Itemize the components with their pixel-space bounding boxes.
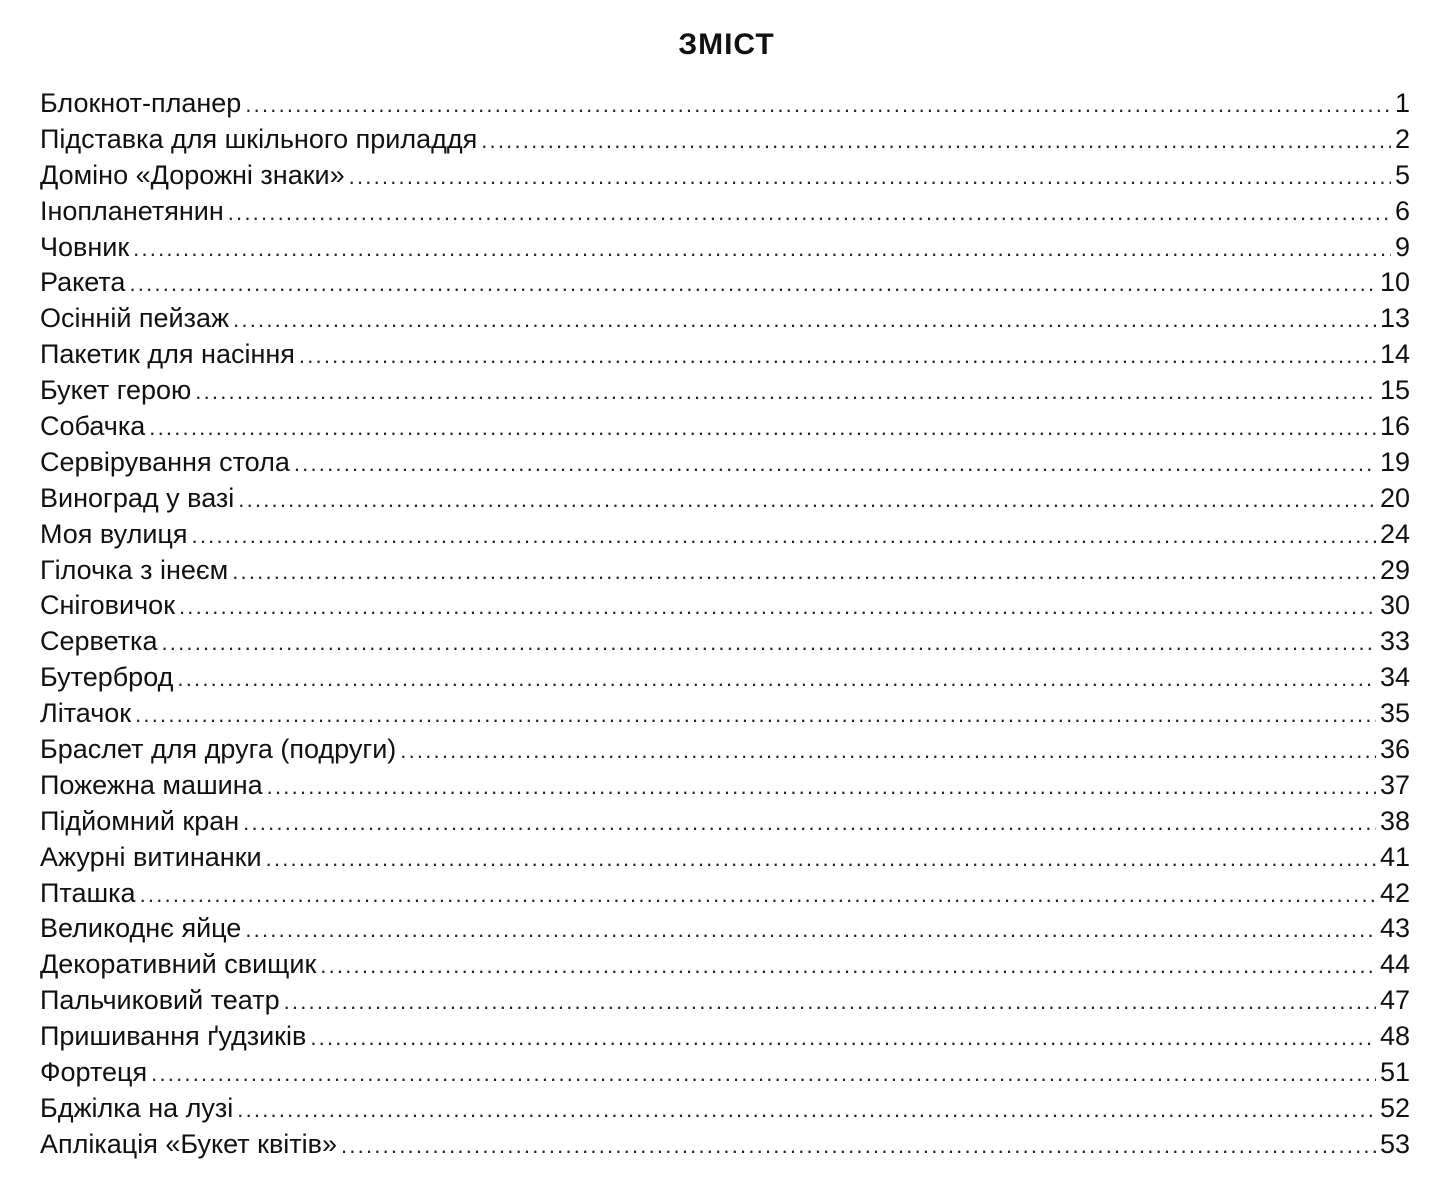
toc-entry-page: 2 bbox=[1394, 123, 1410, 154]
toc-entry-page: 41 bbox=[1379, 841, 1410, 872]
toc-entry-title: Бутерброд bbox=[40, 662, 174, 693]
dot-leader bbox=[140, 877, 1376, 913]
toc-entry-title: Серветка bbox=[40, 626, 158, 657]
toc-entry bbox=[40, 1127, 1410, 1163]
toc-entry-title: Ажурні витинанки bbox=[40, 841, 262, 872]
toc-entry-title: Пташка bbox=[40, 877, 136, 908]
toc-entry-page: 34 bbox=[1379, 662, 1410, 693]
toc-entry-page: 15 bbox=[1379, 375, 1410, 406]
toc-entry bbox=[40, 517, 1410, 553]
toc-entry-page: 5 bbox=[1394, 159, 1410, 190]
dot-leader bbox=[400, 733, 1376, 769]
toc-entry-title: Моя вулиця bbox=[40, 518, 188, 549]
toc-entry-title: Човник bbox=[40, 231, 130, 262]
toc-entry-title: Доміно «Дорожні знаки» bbox=[40, 159, 345, 190]
toc-entry-title: Пришивання ґудзиків bbox=[40, 1021, 307, 1052]
toc-entry-page: 37 bbox=[1379, 769, 1410, 800]
dot-leader bbox=[310, 1020, 1376, 1056]
toc-entry bbox=[40, 840, 1410, 876]
dot-leader bbox=[341, 1128, 1376, 1164]
toc-entry bbox=[40, 409, 1410, 445]
toc-entry bbox=[40, 481, 1410, 517]
toc-entry-title: Підйомний кран bbox=[40, 805, 240, 836]
dot-leader bbox=[243, 805, 1376, 841]
dot-leader bbox=[294, 446, 1376, 482]
dot-leader bbox=[133, 231, 1391, 267]
toc-entry bbox=[40, 301, 1410, 337]
page-title: ЗМІСТ bbox=[678, 28, 775, 61]
toc-entry-page: 38 bbox=[1379, 805, 1410, 836]
toc-entry-page: 52 bbox=[1379, 1092, 1410, 1123]
toc-entry-page: 10 bbox=[1379, 267, 1410, 298]
toc-entry-page: 44 bbox=[1379, 949, 1410, 980]
toc-entry bbox=[40, 265, 1410, 301]
dot-leader bbox=[245, 912, 1376, 948]
toc-entry-title: Браслет для друга (подруги) bbox=[40, 734, 397, 765]
dot-leader bbox=[177, 661, 1376, 697]
toc-entry-title: Сервірування стола bbox=[40, 446, 290, 477]
toc-entry-title: Блокнот-планер bbox=[40, 88, 242, 118]
toc-entry-title: Підставка для шкільного приладдя bbox=[40, 123, 478, 154]
toc-entry-page: 48 bbox=[1379, 1021, 1410, 1052]
dot-leader bbox=[195, 374, 1376, 410]
toc-entry bbox=[40, 1091, 1410, 1127]
toc-entry-title: Аплікація «Букет квітів» bbox=[40, 1128, 338, 1159]
dot-leader bbox=[238, 482, 1376, 518]
toc-entry-page: 51 bbox=[1379, 1057, 1410, 1088]
table-of-contents bbox=[40, 86, 1410, 1163]
toc-entry bbox=[40, 337, 1410, 373]
toc-entry-page: 43 bbox=[1379, 913, 1410, 944]
toc-entry-title: Осінній пейзаж bbox=[40, 303, 230, 334]
toc-entry bbox=[40, 122, 1410, 158]
toc-entry bbox=[40, 947, 1410, 983]
dot-leader bbox=[233, 302, 1376, 338]
toc-entry-page: 9 bbox=[1394, 231, 1410, 262]
toc-entry bbox=[40, 86, 1410, 122]
toc-entry bbox=[40, 983, 1410, 1019]
dot-leader bbox=[320, 948, 1376, 984]
dot-leader bbox=[481, 123, 1391, 159]
toc-entry-page: 53 bbox=[1379, 1128, 1410, 1159]
toc-entry-page: 20 bbox=[1379, 482, 1410, 513]
dot-leader bbox=[135, 697, 1376, 733]
toc-entry bbox=[40, 194, 1410, 230]
toc-entry bbox=[40, 732, 1410, 768]
toc-entry-page: 14 bbox=[1379, 339, 1410, 370]
toc-entry bbox=[40, 1019, 1410, 1055]
dot-leader bbox=[149, 410, 1376, 446]
toc-entry bbox=[40, 696, 1410, 732]
dot-leader bbox=[129, 266, 1376, 302]
toc-entry bbox=[40, 230, 1410, 266]
toc-entry-page: 19 bbox=[1379, 446, 1410, 477]
toc-entry-page: 36 bbox=[1379, 734, 1410, 765]
toc-entry-title: Бджілка на лузі bbox=[40, 1092, 234, 1123]
toc-entry-page: 13 bbox=[1379, 303, 1410, 334]
toc-entry bbox=[40, 445, 1410, 481]
dot-leader bbox=[284, 984, 1376, 1020]
toc-entry bbox=[40, 804, 1410, 840]
dot-leader bbox=[228, 195, 1391, 231]
dot-leader bbox=[161, 625, 1375, 661]
dot-leader bbox=[237, 1092, 1376, 1128]
dot-leader bbox=[151, 1056, 1376, 1092]
toc-entry-title: Сніговичок bbox=[40, 590, 175, 621]
toc-entry bbox=[40, 768, 1410, 804]
dot-leader bbox=[266, 841, 1376, 877]
toc-entry bbox=[40, 660, 1410, 696]
toc-entry-title: Пальчиковий театр bbox=[40, 985, 280, 1016]
toc-entry bbox=[40, 911, 1410, 947]
toc-entry-page: 6 bbox=[1394, 195, 1410, 226]
toc-entry-page: 24 bbox=[1379, 518, 1410, 549]
toc-entry-page: 35 bbox=[1379, 698, 1410, 729]
toc-entry bbox=[40, 553, 1410, 589]
dot-leader bbox=[232, 554, 1376, 590]
toc-entry-page: 1 bbox=[1394, 88, 1410, 118]
toc-entry-title: Пакетик для насіння bbox=[40, 339, 295, 370]
toc-entry-title: Букет герою bbox=[40, 375, 192, 406]
toc-entry bbox=[40, 588, 1410, 624]
toc-entry-title: Фортеця bbox=[40, 1057, 148, 1088]
toc-entry-title: Літачок bbox=[40, 698, 132, 729]
toc-entry-title: Інопланетянин bbox=[40, 195, 224, 226]
dot-leader bbox=[349, 159, 1391, 195]
toc-entry bbox=[40, 373, 1410, 409]
toc-entry-page: 33 bbox=[1379, 626, 1410, 657]
toc-entry-title: Ракета bbox=[40, 267, 126, 298]
toc-entry-page: 47 bbox=[1379, 985, 1410, 1016]
toc-entry bbox=[40, 624, 1410, 660]
toc-entry-page: 30 bbox=[1379, 590, 1410, 621]
dot-leader bbox=[192, 518, 1376, 554]
toc-entry-page: 42 bbox=[1379, 877, 1410, 908]
toc-entry-title: Великоднє яйце bbox=[40, 913, 242, 944]
toc-entry-page: 29 bbox=[1379, 554, 1410, 585]
dot-leader bbox=[179, 589, 1376, 625]
toc-entry-title: Декоративний свищик bbox=[40, 949, 317, 980]
toc-entry bbox=[40, 1055, 1410, 1091]
toc-entry bbox=[40, 876, 1410, 912]
toc-entry-title: Собачка bbox=[40, 411, 146, 442]
dot-leader bbox=[245, 87, 1391, 123]
toc-entry-title: Гілочка з інеєм bbox=[40, 554, 229, 585]
toc-entry-title: Виноград у вазі bbox=[40, 482, 235, 513]
dot-leader bbox=[299, 338, 1376, 374]
toc-entry bbox=[40, 158, 1410, 194]
toc-entry-page: 16 bbox=[1379, 411, 1410, 442]
toc-entry-title: Пожежна машина bbox=[40, 769, 263, 800]
dot-leader bbox=[267, 769, 1376, 805]
